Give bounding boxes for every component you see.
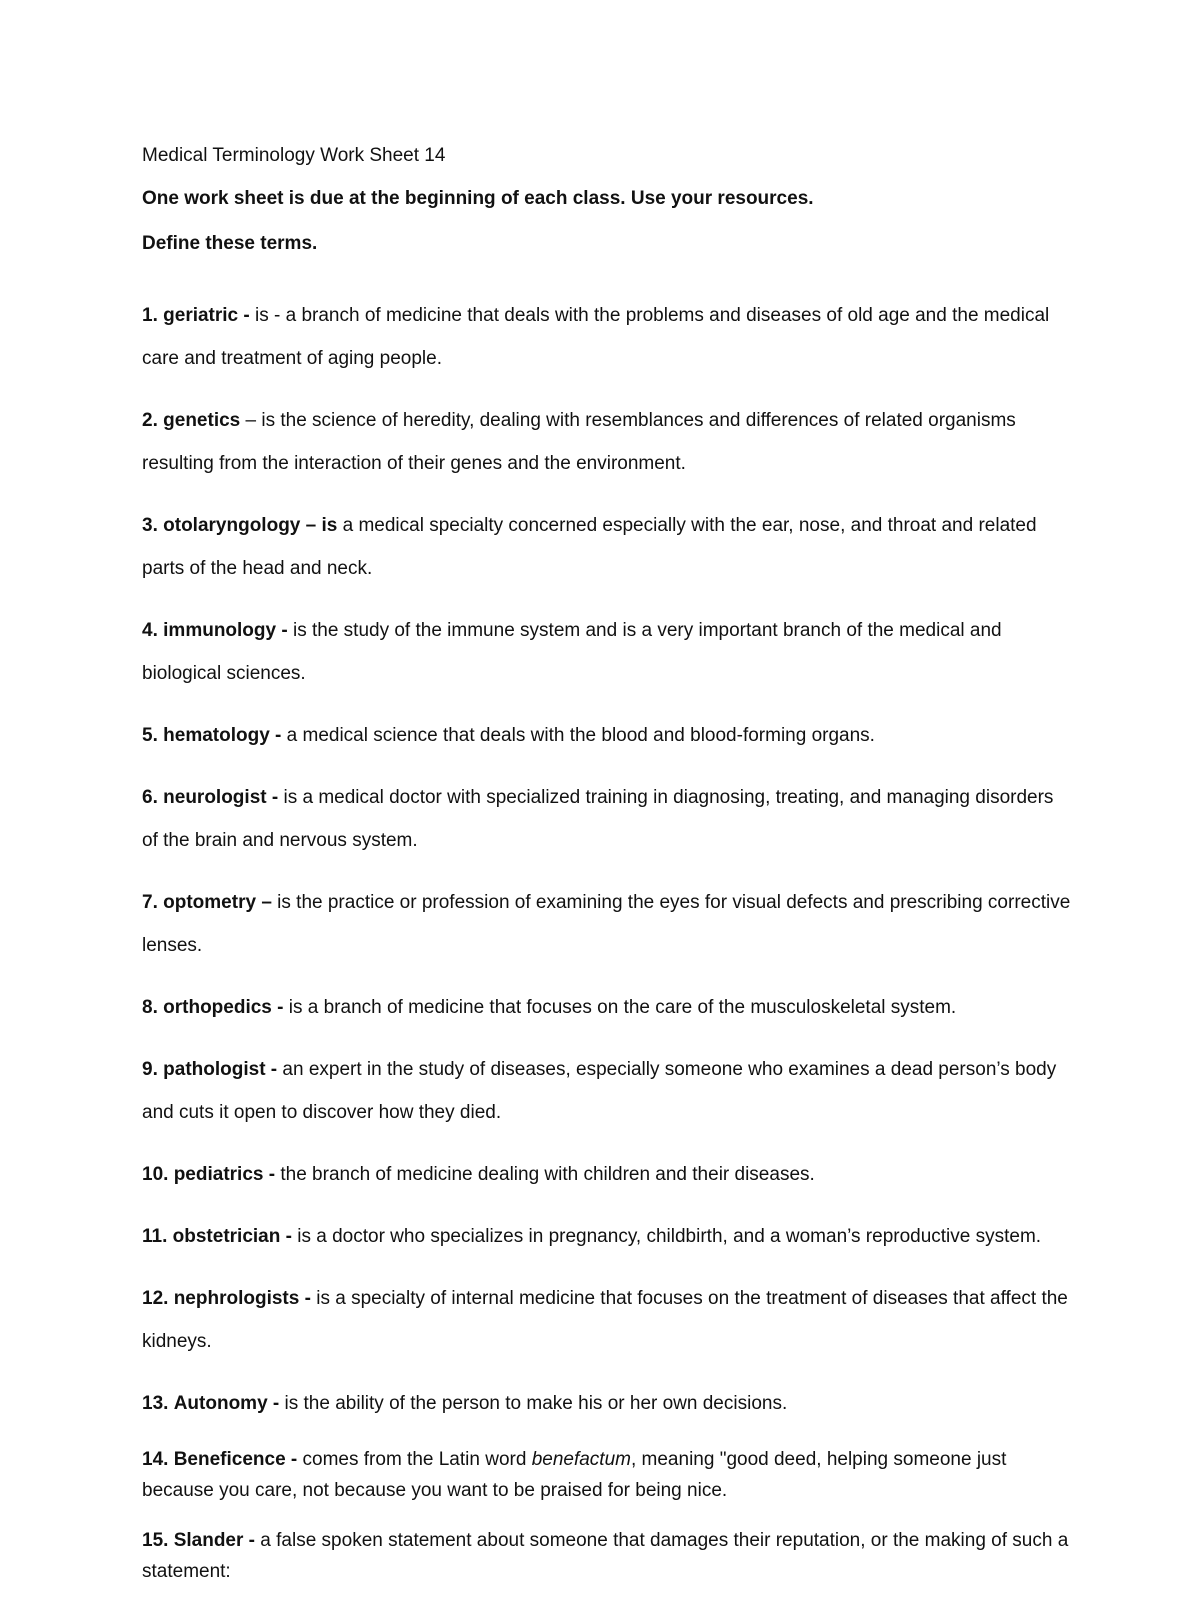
worksheet-title: Medical Terminology Work Sheet 14 — [142, 145, 446, 166]
term-name: pediatrics - — [173, 1164, 276, 1185]
term-item-4 — [142, 609, 1072, 695]
term-item-7 — [142, 881, 1072, 967]
term-number: 14. — [142, 1449, 169, 1470]
term-number: 6. — [142, 787, 158, 808]
term-definition: is the practice or profession of examining the eyes for visual defects and prescribing corrective lenses. — [142, 892, 1071, 956]
term-item-1 — [142, 294, 1072, 380]
term-item-10 — [142, 1153, 1072, 1196]
term-number: 5. — [142, 725, 158, 746]
term-name: neurologist - — [163, 787, 279, 808]
term-number: 12. — [142, 1288, 169, 1309]
worksheet-subtitle: One work sheet is due at the beginning of each class. Use your resources. — [142, 188, 814, 209]
term-number: 10. — [142, 1164, 169, 1185]
worksheet-content — [142, 142, 1072, 1606]
term-name: immunology - — [163, 620, 288, 641]
term-name: hematology - — [163, 725, 282, 746]
term-definition-after: , meaning "good deed, helping someone just because you care, not because you want to be praised for being nice. — [142, 1449, 1007, 1501]
term-item-14 — [142, 1444, 1072, 1506]
term-definition: – is the science of heredity, dealing with resemblances and differences of related organisms resulting from the interaction of their genes and the environment. — [142, 410, 1016, 474]
term-item-5 — [142, 714, 1072, 757]
term-definition: a false spoken statement about someone that damages their reputation, or the making of such a statement: — [142, 1530, 1069, 1582]
term-name: nephrologists - — [173, 1288, 311, 1309]
term-item-3 — [142, 504, 1072, 590]
term-name: genetics — [163, 410, 241, 431]
term-number: 15. — [142, 1530, 169, 1551]
term-definition: the branch of medicine dealing with children and their diseases. — [280, 1164, 815, 1185]
term-definition: an expert in the study of diseases, especially someone who examines a dead person’s body and cuts it open to discover how they died. — [142, 1059, 1057, 1123]
term-name: Slander - — [173, 1530, 256, 1551]
term-item-6 — [142, 776, 1072, 862]
term-definition-before: comes from the Latin word — [302, 1449, 527, 1470]
term-name: geriatric - — [163, 305, 250, 326]
term-name: obstetrician - — [172, 1226, 292, 1247]
term-item-9 — [142, 1048, 1072, 1134]
term-item-2 — [142, 399, 1072, 485]
term-item-11 — [142, 1215, 1072, 1258]
term-name: optometry – — [163, 892, 272, 913]
term-definition: is the study of the immune system and is a very important branch of the medical and biological sciences. — [142, 620, 1002, 684]
term-name: orthopedics - — [163, 997, 284, 1018]
term-definition-italic-word: benefactum — [531, 1449, 631, 1470]
term-name: Autonomy - — [173, 1393, 280, 1414]
term-item-13 — [142, 1382, 1072, 1425]
term-definition: is - a branch of medicine that deals with the problems and diseases of old age and the medical care and treatment of aging people. — [142, 305, 1050, 369]
term-number: 4. — [142, 620, 158, 641]
term-number: 11. — [142, 1226, 168, 1247]
term-number: 7. — [142, 892, 158, 913]
term-definition: a medical science that deals with the blood and blood-forming organs. — [286, 725, 875, 746]
term-name: pathologist - — [163, 1059, 278, 1080]
worksheet-instruction: Define these terms. — [142, 233, 318, 254]
term-definition: is a doctor who specializes in pregnancy, childbirth, and a woman’s reproductive system. — [297, 1226, 1042, 1247]
term-number: 1. — [142, 305, 158, 326]
term-name: otolaryngology – is — [163, 515, 338, 536]
term-number: 2. — [142, 410, 158, 431]
term-item-12 — [142, 1277, 1072, 1363]
term-number: 13. — [142, 1393, 169, 1414]
term-number: 8. — [142, 997, 158, 1018]
term-definition: a medical specialty concerned especially with the ear, nose, and throat and related parts of the head and neck. — [142, 515, 1037, 579]
term-name: Beneficence - — [173, 1449, 298, 1470]
term-number: 9. — [142, 1059, 158, 1080]
term-definition: is a specialty of internal medicine that focuses on the treatment of diseases that affect the kidneys. — [142, 1288, 1068, 1352]
term-item-8 — [142, 986, 1072, 1029]
term-definition: is a branch of medicine that focuses on the care of the musculoskeletal system. — [288, 997, 957, 1018]
term-item-15 — [142, 1525, 1072, 1587]
term-number: 3. — [142, 515, 158, 536]
term-definition: is the ability of the person to make his or her own decisions. — [284, 1393, 788, 1414]
term-definition: is a medical doctor with specialized training in diagnosing, treating, and managing disorders of the brain and nervous system. — [142, 787, 1054, 851]
